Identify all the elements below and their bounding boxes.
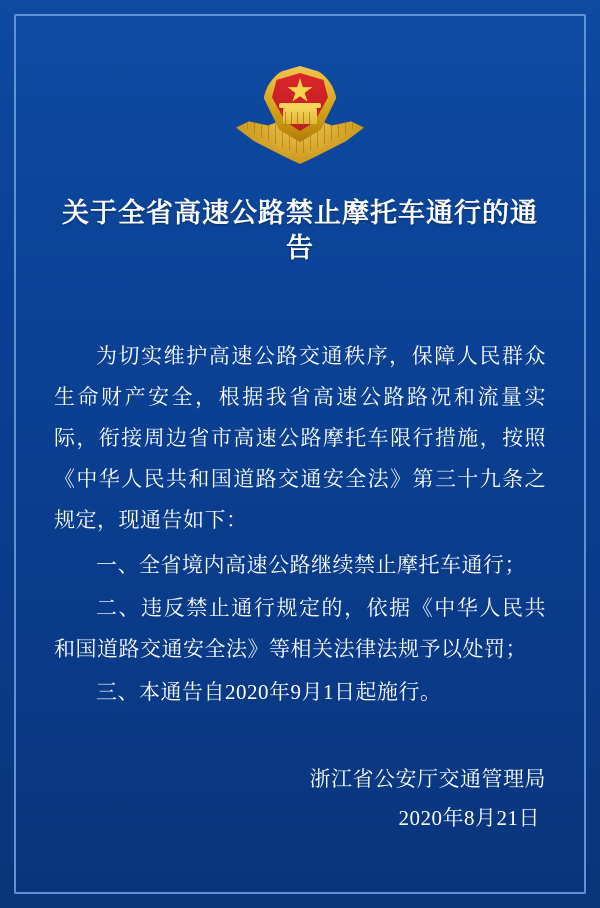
signature-block [54, 760, 546, 892]
body-paragraph: 为切实维护高速公路交通秩序，保障人民群众生命财产安全，根据我省高速公路路况和流量实际，衔接周边省市高速公路摩托车限行措施，按照《中华人民共和国道路交通安全法》第三十九条之规定，现通告如下： [54, 344, 546, 533]
notice-body [54, 336, 546, 714]
notice-item-1: 一、全省境内高速公路继续禁止摩托车通行； [96, 552, 526, 577]
issue-date: 2020年8月21日 [398, 806, 540, 831]
notice-item-2: 二、违反禁止通行规定的，依据《中华人民共和国道路交通安全法》等相关法律法规予以处罚； [54, 595, 546, 661]
issuing-authority: 浙江省公安厅交通管理局 [309, 767, 546, 792]
page-title: 关于全省高速公路禁止摩托车通行的通告 [62, 198, 538, 264]
police-badge-icon [235, 60, 365, 168]
notice-item-3: 三、本通告自2020年9月1日起施行。 [96, 679, 442, 704]
poster-frame [14, 14, 586, 894]
emblem-pillars [285, 112, 315, 126]
emblem-container [235, 60, 365, 170]
